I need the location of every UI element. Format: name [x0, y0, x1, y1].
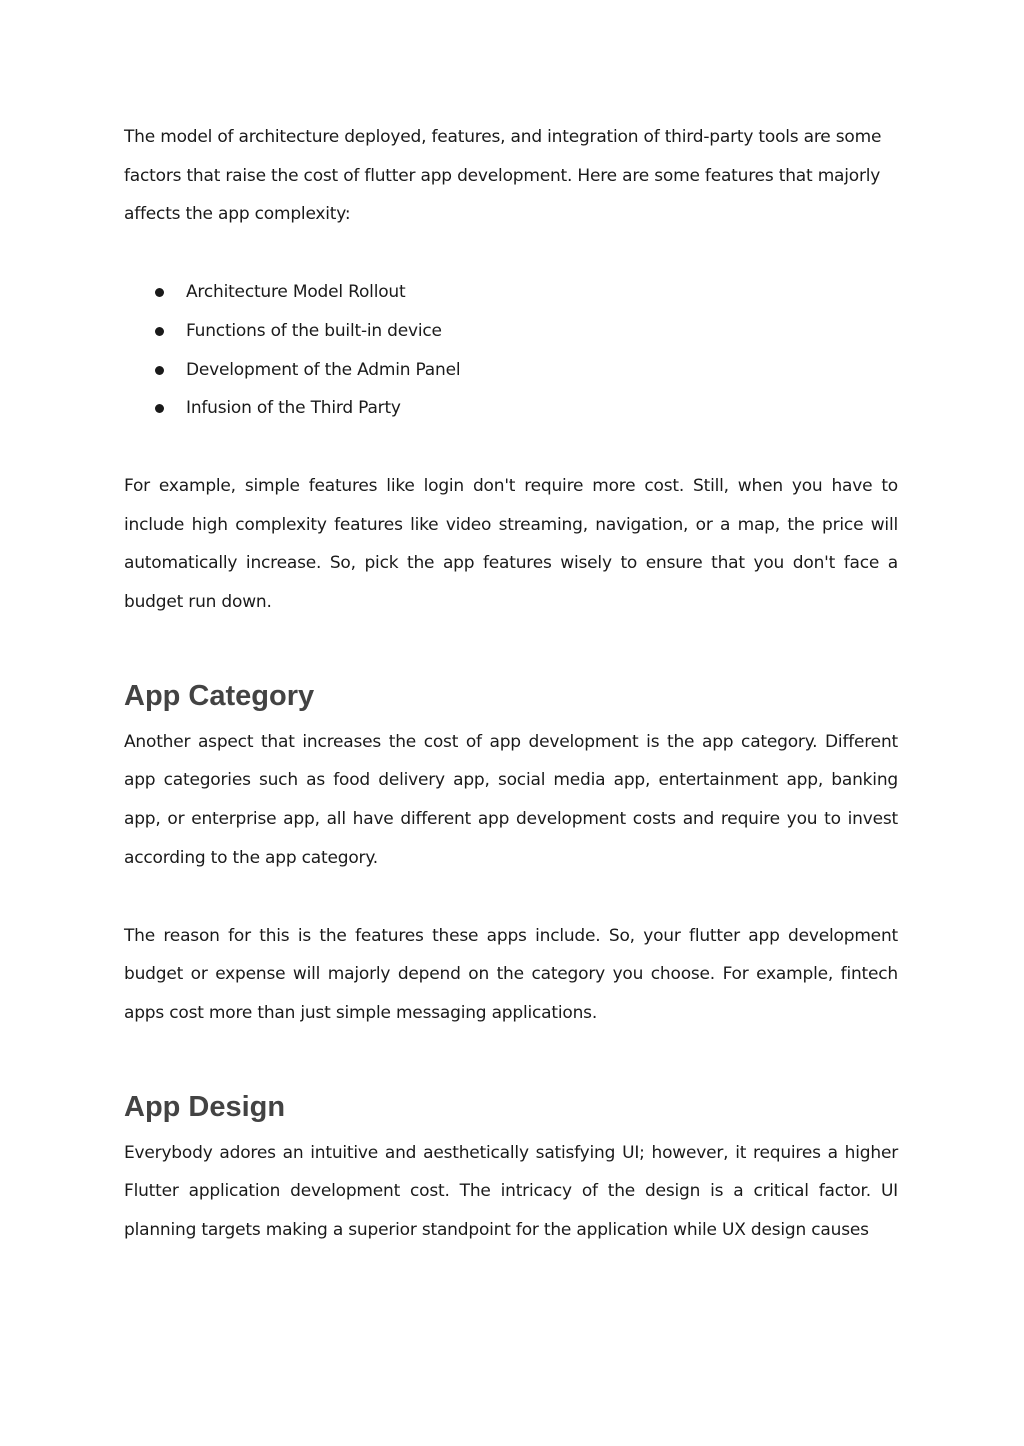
- list-item: [124, 351, 898, 390]
- bullet-icon: [155, 327, 164, 336]
- features-list: [124, 273, 898, 428]
- app-category-paragraph-1: Another aspect that increases the cost of app development is the app category. Different app categories such as food delivery app, social media app, entertainment app, banking app, or enterprise app, all have different app development costs and require you to invest according to the app category.: [124, 731, 898, 868]
- list-item-label: Architecture Model Rollout: [186, 282, 406, 303]
- list-item-label: Development of the Admin Panel: [186, 359, 461, 380]
- bullet-icon: [155, 366, 164, 375]
- spacer: [124, 234, 898, 273]
- example-paragraph: For example, simple features like login don't require more cost. Still, when you have to include high complexity features like video streaming, navigation, or a map, the price will automatically increase. So, pick the app features wisely to ensure that you don't face a budget run down.: [124, 475, 898, 613]
- app-category-paragraph-2: The reason for this is the features these apps include. So, your flutter app development budget or expense will majorly depend on the category you choose. For example, fintech apps cost more than just simple messaging applications.: [124, 925, 898, 1023]
- intro-paragraph: The model of architecture deployed, features, and integration of third-party tools are some factors that raise the cost of flutter app development. Here are some features that majorly affects the app complexity:: [124, 127, 882, 225]
- list-item-label: Functions of the built-in device: [186, 320, 442, 341]
- app-design-heading: App Design: [124, 1090, 286, 1123]
- spacer: [124, 1033, 898, 1072]
- list-item: [124, 273, 898, 312]
- list-item: [124, 389, 898, 428]
- bullet-icon: [155, 288, 164, 297]
- spacer: [124, 622, 898, 661]
- list-item-label: Infusion of the Third Party: [186, 398, 401, 419]
- app-design-paragraph-1: Everybody adores an intuitive and aesthetically satisfying UI; however, it requires a higher Flutter application development cost. The intricacy of the design is a critical factor. UI planning targets making a superior standpoint for the application while UX design causes: [124, 1142, 898, 1241]
- app-category-heading: App Category: [124, 679, 315, 712]
- spacer: [124, 428, 898, 467]
- document-page: [124, 118, 898, 1250]
- list-item: [124, 312, 898, 351]
- spacer: [124, 878, 898, 917]
- bullet-icon: [155, 404, 164, 413]
